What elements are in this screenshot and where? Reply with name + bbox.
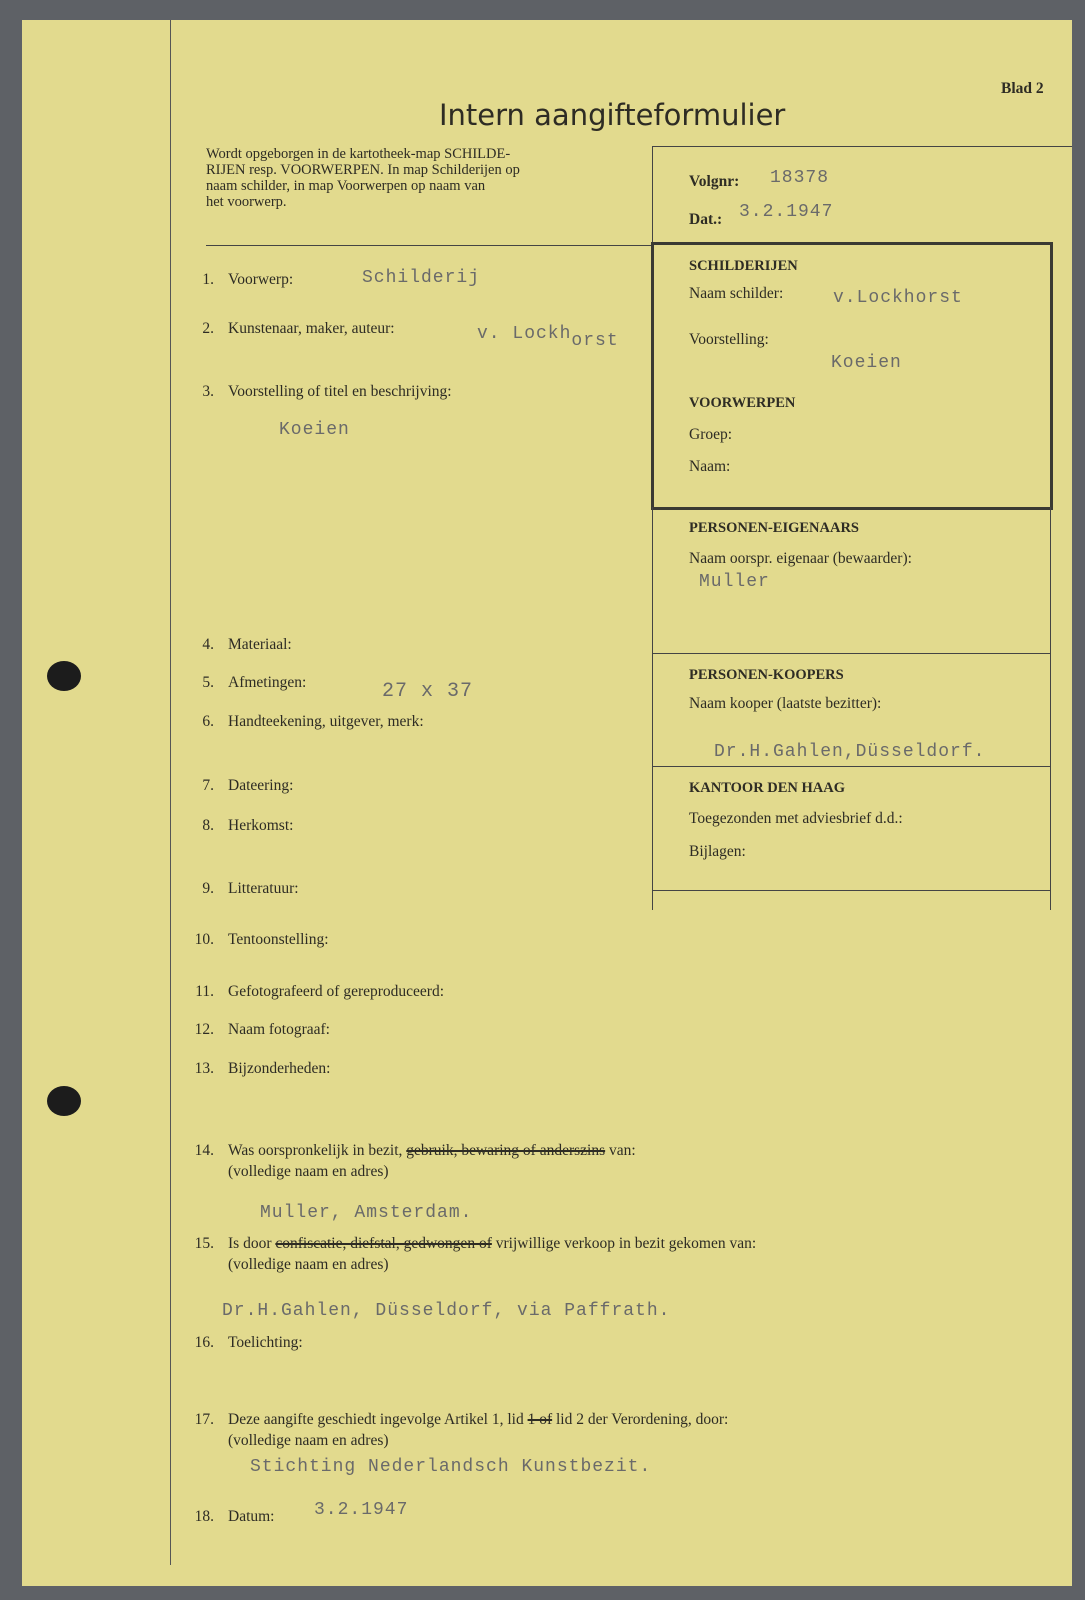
voorstelling-label: Voorstelling: (689, 331, 769, 348)
dat-label: Dat.: (689, 211, 723, 228)
koopers-box-bottom (652, 766, 1050, 767)
right-column-right-edge (1050, 507, 1051, 910)
voorwerpen-heading: VOORWERPEN (689, 395, 796, 411)
volgnr-value: 18378 (770, 168, 830, 188)
item-dateering: 7. Dateering: (202, 777, 294, 794)
naam-label: Naam: (689, 458, 731, 475)
koopers-heading: PERSONEN-KOOPERS (689, 667, 844, 683)
aangifte-value: Stichting Nederlandsch Kunstbezit. (250, 1457, 652, 1477)
item-materiaal: 4. Materiaal: (202, 636, 292, 653)
item-bijzonderheden: 13. Bijzonderheden: (194, 1060, 331, 1077)
margin-line (170, 20, 171, 1565)
in-bezit-gekomen-value: Dr.H.Gahlen, Düsseldorf, via Paffrath. (222, 1301, 671, 1321)
eigenaar-label: Naam oorspr. eigenaar (bewaarder): (689, 550, 912, 567)
voorstelling-item-value: Koeien (279, 420, 350, 440)
toegezonden-label: Toegezonden met adviesbrief d.d.: (689, 810, 903, 827)
item-oorspronkelijk-bezit: 14. Was oorspronkelijk in bezit, gebruik, bewaring of anderszins van: (194, 1142, 636, 1159)
header-divider (206, 245, 653, 246)
item-in-bezit-gekomen: 15. Is door confiscatie, diefstal, gedwongen of vrijwillige verkoop in bezit gekomen van: (194, 1235, 757, 1252)
voorstelling-value: Koeien (831, 353, 902, 373)
punch-hole-top (47, 661, 81, 691)
kooper-value: Dr.H.Gahlen,Düsseldorf. (714, 742, 986, 762)
item-aangifte: 17. Deze aangifte geschiedt ingevolge Artikel 1, lid 1 of lid 2 der Verordening, door: (194, 1411, 729, 1428)
right-column-left-edge (652, 507, 653, 910)
schilderijen-heading: SCHILDERIJEN (689, 258, 798, 274)
kantoor-box-bottom (652, 890, 1050, 891)
groep-label: Groep: (689, 426, 733, 443)
item-15-subtitle: (volledige naam en adres) (228, 1256, 389, 1273)
kooper-label: Naam kooper (laatste bezitter): (689, 695, 882, 712)
item-litteratuur: 9. Litteratuur: (202, 880, 299, 897)
eigenaars-box-bottom (652, 653, 1050, 654)
kantoor-heading: KANTOOR DEN HAAG (689, 780, 846, 796)
item-voorstelling: 3. Voorstelling of titel en beschrijving: (202, 383, 452, 400)
item-toelichting: 16. Toelichting: (194, 1334, 303, 1351)
volgnr-box-left (652, 146, 653, 246)
naam-schilder-value: v.Lockhorst (833, 288, 963, 308)
form-sheet (22, 20, 1072, 1586)
item-kunstenaar: 2. Kunstenaar, maker, auteur: (202, 320, 395, 337)
item-datum: 18. Datum: (194, 1508, 275, 1525)
naam-schilder-label: Naam schilder: (689, 285, 784, 302)
eigenaar-value: Muller (699, 572, 770, 592)
item-gefotografeerd: 11. Gefotografeerd of gereproduceerd: (195, 983, 445, 1000)
eigenaars-heading: PERSONEN-EIGENAARS (689, 520, 859, 536)
afmetingen-value: 27 x 37 (382, 680, 474, 703)
form-title: Intern aangifteformulier (439, 98, 786, 132)
volgnr-box-top (652, 146, 1072, 147)
datum-value: 3.2.1947 (314, 1500, 409, 1520)
item-naam-fotograaf: 12. Naam fotograaf: (194, 1021, 330, 1038)
punch-hole-bottom (47, 1086, 81, 1116)
kunstenaar-value: v. Lockhorst (477, 324, 619, 351)
item-herkomst: 8. Herkomst: (202, 817, 294, 834)
bijlagen-label: Bijlagen: (689, 843, 746, 860)
dat-value: 3.2.1947 (739, 202, 834, 222)
filing-instructions: Wordt opgeborgen in de kartotheek-map SCHILDE- RIJEN resp. VOORWERPEN. In map Schilderijen op naam schilder, in map Voorwerpen op naam van het voorwerp. (206, 146, 520, 210)
oorspronkelijk-bezit-value: Muller, Amsterdam. (260, 1203, 473, 1223)
voorwerp-value: Schilderij (362, 268, 481, 288)
item-tentoonstelling: 10. Tentoonstelling: (194, 931, 329, 948)
item-17-subtitle: (volledige naam en adres) (228, 1432, 389, 1449)
item-voorwerp: 1. Voorwerp: (202, 271, 294, 288)
item-handteekening: 6. Handteekening, uitgever, merk: (202, 713, 424, 730)
sheet-number: Blad 2 (1001, 80, 1044, 97)
item-14-subtitle: (volledige naam en adres) (228, 1163, 389, 1180)
volgnr-label: Volgnr: (689, 173, 740, 190)
item-afmetingen: 5. Afmetingen: (202, 674, 307, 691)
